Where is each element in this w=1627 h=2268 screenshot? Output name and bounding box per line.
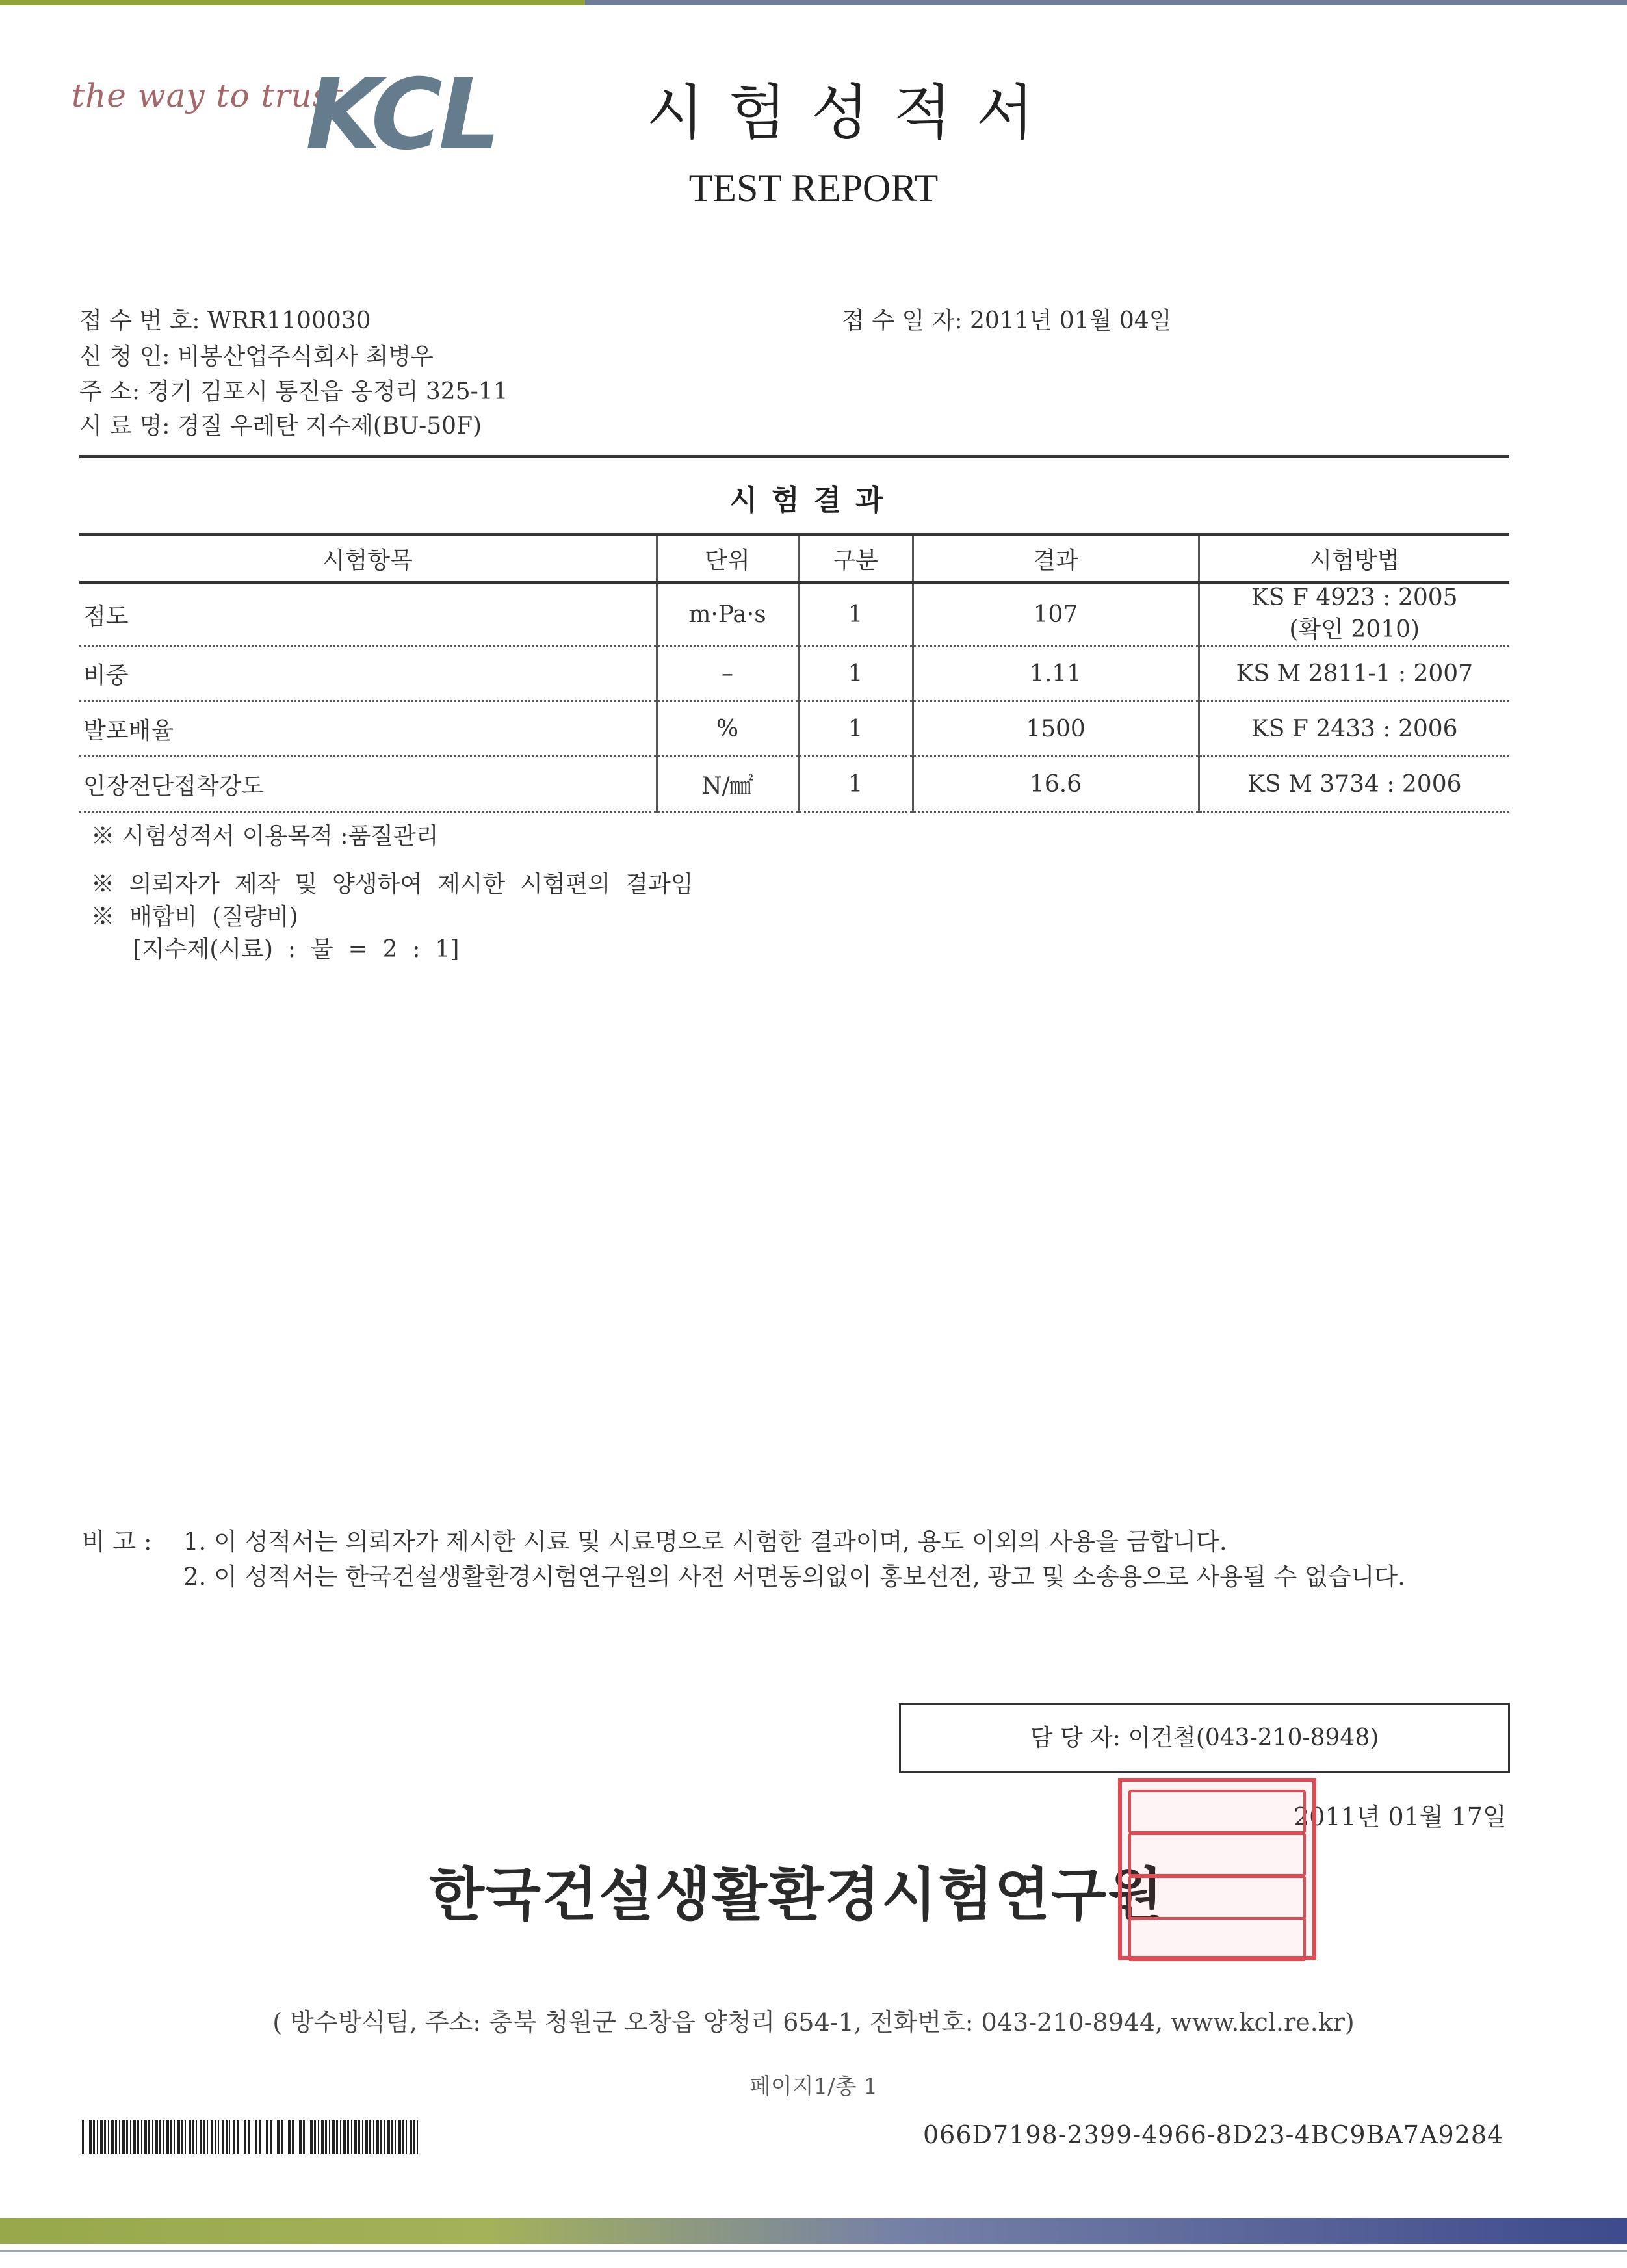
cell-result: 16.6 [913,757,1199,812]
cell-method: KS M 3734 : 2006 [1199,757,1509,812]
table-row [79,646,1509,701]
note-specimen: ※ 의뢰자가 제작 및 양생하여 제시한 시험편의 결과임 [91,871,694,898]
results-title: 시험결과 [729,484,898,517]
cell-item: 점도 [79,582,657,646]
applicant-label: 신 청 인: [79,343,170,370]
kcl-logo-icon: KCL [306,59,497,172]
note-purpose: ※ 시험성적서 이용목적 :품질관리 [91,823,439,850]
footer-address: ( 방수방식팀, 주소: 충북 청원군 오창읍 양청리 654-1, 전화번호: 043-210-8944, www.kcl.re.kr) [272,2008,1355,2037]
receipt-date-row [842,302,1171,335]
note-ratio-value: [지수제(시료) : 물 = 2 : 1] [133,936,460,963]
address-label: 주 소: [79,378,140,405]
receipt-no-row [79,302,371,335]
cell-method: KS F 2433 : 2006 [1199,701,1509,757]
cell-method [1199,582,1509,646]
header-unit: 단위 [657,534,798,582]
receipt-date-value: 2011년 01월 04일 [970,307,1172,334]
page-number: 페이지1/총 1 [749,2074,878,2100]
results-table [79,533,1509,813]
remarks [82,1524,1405,1595]
cell-division: 1 [798,701,913,757]
sample-value: 경질 우레탄 지수제(BU-50F) [177,413,482,439]
table-header-row [79,534,1509,582]
remark-line-1: 1. 이 성적서는 의뢰자가 제시한 시료 및 시료명으로 시험한 결과이며, 용도 이외의 사용을 금합니다. [183,1528,1227,1556]
notes [91,820,694,966]
cell-result: 1.11 [913,646,1199,701]
cell-item: 비중 [79,646,657,701]
cell-unit: – [657,646,798,701]
bottom-color-bar [0,2218,1627,2244]
receipt-no-value: WRR1100030 [207,307,371,334]
remark-line-2: 2. 이 성적서는 한국건설생활환경시험연구원의 사전 서면동의없이 홍보선전, 광고 및 소송용으로 사용될 수 없습니다. [183,1563,1405,1591]
red-official-seal-icon [1118,1778,1316,1960]
applicant-row [79,338,434,371]
title-korean: 시험성적서 [646,78,1059,148]
table-row [79,701,1509,757]
cell-unit: m·Pa·s [657,582,798,646]
address-row [79,373,508,406]
barcode-icon [82,2120,420,2154]
top-green-bar [0,0,585,5]
divider [79,455,1509,458]
receipt-date-label: 접 수 일 자: [842,307,963,334]
sample-row [79,408,482,441]
receipt-no-label: 접 수 번 호: [79,307,200,334]
cell-item: 발포배율 [79,701,657,757]
address-value: 경기 김포시 통진읍 옹정리 325-11 [147,378,508,405]
table-row [79,582,1509,646]
header-division: 구분 [798,534,913,582]
remarks-label: 비 고 : [82,1528,152,1556]
cell-result: 107 [913,582,1199,646]
seal-row [1128,1917,1306,1961]
slogan: the way to trust [72,77,344,114]
cell-unit: N/㎟ [657,757,798,812]
header-item: 시험항목 [79,534,657,582]
table-row [79,757,1509,812]
seal-row [1128,1832,1306,1877]
note-mix-ratio: ※ 배합비 (질량비) [91,904,298,930]
seal-row [1128,1875,1306,1920]
cell-division: 1 [798,757,913,812]
cell-item: 인장전단접착강도 [79,757,657,812]
bottom-thin-bar [0,2250,1627,2252]
cell-result: 1500 [913,701,1199,757]
contact-box: 담 당 자: 이건철(043-210-8948) [899,1703,1510,1773]
cell-unit: % [657,701,798,757]
document-id: 066D7198-2399-4966-8D23-4BC9BA7A9284 [923,2120,1504,2149]
cell-division: 1 [798,582,913,646]
header-result: 결과 [913,534,1199,582]
seal-row [1128,1790,1306,1834]
cell-division: 1 [798,646,913,701]
organization-name: 한국건설생활환경시험연구원 [429,1860,1165,1928]
header-method: 시험방법 [1199,534,1509,582]
method-note: (확인 2010) [1289,616,1420,643]
sample-label: 시 료 명: [79,413,170,439]
applicant-value: 비봉산업주식회사 최병우 [177,343,434,370]
method-text: KS F 4923 : 2005 [1251,584,1458,611]
title-english: TEST REPORT [688,166,939,209]
issue-date: 2011년 01월 17일 [1294,1803,1507,1831]
cell-method: KS M 2811-1 : 2007 [1199,646,1509,701]
